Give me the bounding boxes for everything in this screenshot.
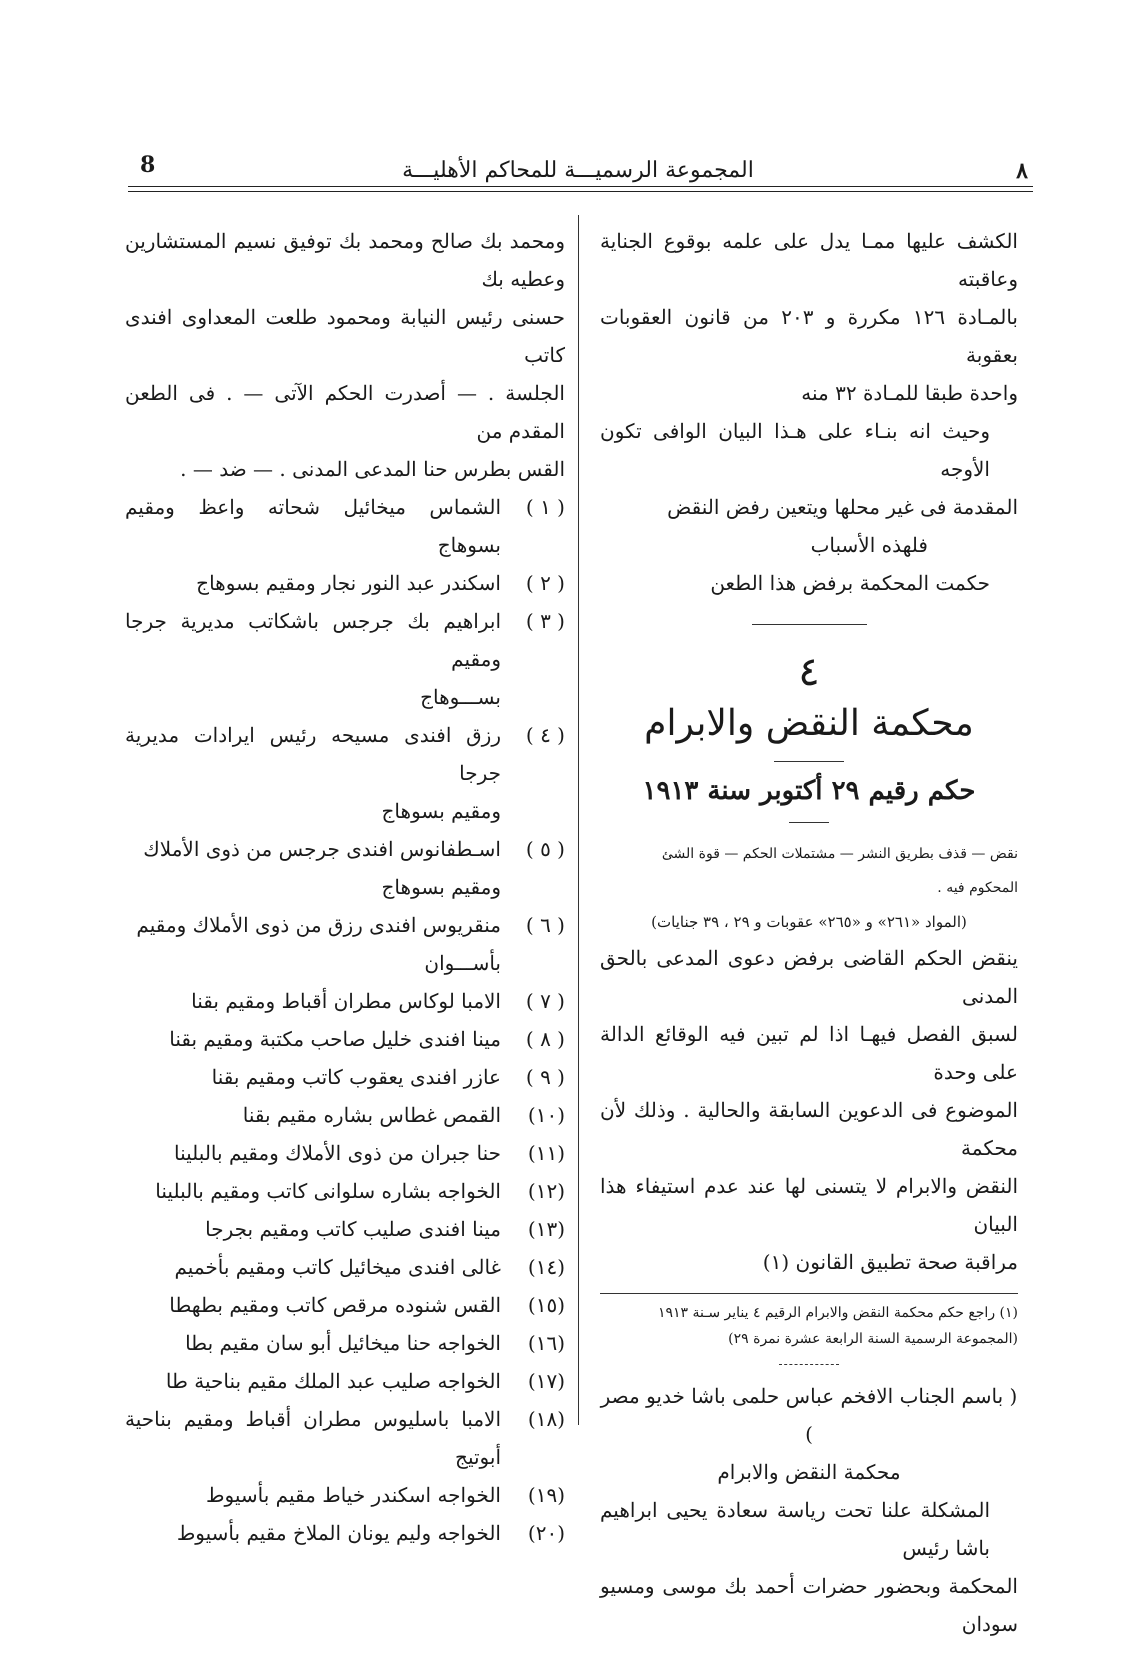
list-item-number: (٢٠) [527, 1521, 565, 1545]
list-item-text: الخواجه وليم يونان الملاخ مقيم بأسيوط [176, 1521, 501, 1545]
title-rule [774, 761, 844, 762]
defendants-list [125, 488, 565, 1552]
list-item [125, 906, 565, 944]
list-item-number: (١١) [527, 1141, 565, 1165]
list-item-text: اسـطفانوس افندى جرجس من ذوى الأملاك [143, 837, 501, 861]
reasons-heading: فلهذه الأسباب [810, 533, 928, 557]
list-item [125, 1514, 565, 1552]
list-item-number: (١٤) [527, 1255, 565, 1279]
list-item-text: الخواجه بشاره سلوانى كاتب ومقيم بالبلينا [155, 1179, 501, 1203]
list-item-number: (١٦) [527, 1331, 565, 1355]
list-item-number: ( ١ ) [525, 495, 565, 519]
list-item-text: الخواجه صليب عبد الملك مقيم بناحية طا [165, 1369, 501, 1393]
list-item [125, 564, 565, 602]
list-item-text: الامبا لوكاس مطران أقباط ومقيم بقنا [191, 989, 501, 1013]
section-mark: ٤ [798, 649, 820, 695]
list-item-text: القمص غطاس بشاره مقيم بقنا [242, 1103, 501, 1127]
statutes-reference: (المواد «٢٦١» و «٢٦٥» عقوبات و ٢٩ ، ٣٩ جنايات) [651, 913, 967, 931]
khedive-line: ( باسم الجناب الافخم عباس حلمى باشا خديو مصر ) [600, 1384, 1018, 1446]
list-item-number: ( ٦ ) [525, 913, 565, 937]
list-item-text: عازر افندى يعقوب كاتب ومقيم بقنا [211, 1065, 501, 1089]
list-item [125, 1096, 565, 1134]
list-item [125, 1172, 565, 1210]
list-item-number: (١٩) [527, 1483, 565, 1507]
text-line: بالمـادة ١٢٦ مكررة و ٢٠٣ من قانون العقوبات بعقوبة [600, 305, 1018, 367]
ruling: حكمت المحكمة برفض هذا الطعن [710, 571, 990, 595]
panel-line: المشكلة علنا تحت رياسة سعادة يحيى ابراهيم باشا رئيس [600, 1498, 990, 1560]
header-rule-top [128, 186, 1033, 187]
list-item-number: ( ٧ ) [525, 989, 565, 1013]
list-item [125, 678, 565, 716]
list-item [125, 1400, 565, 1476]
list-item [125, 982, 565, 1020]
list-item-number: (١٣) [527, 1217, 565, 1241]
principle-line: الموضوع فى الدعوين السابقة والحالية . وذلك لأن محكمة [600, 1098, 1018, 1160]
list-item-text: ومقيم بسوهاج [381, 799, 501, 823]
list-item [125, 792, 565, 830]
column-divider [578, 215, 579, 1425]
list-item-number: ( ٨ ) [525, 1027, 565, 1051]
list-item-text: الامبا باسليوس مطران أقباط ومقيم بناحية أبوتيج [125, 1407, 501, 1469]
text-line: المقدمة فى غير محلها ويتعين رفض النقض [667, 495, 1018, 519]
list-item [125, 830, 565, 868]
keywords-line: المحكوم فيه . [937, 880, 1018, 896]
list-item [125, 1058, 565, 1096]
list-item-number: ( ٥ ) [525, 837, 565, 861]
list-item-number: ( ٤ ) [525, 723, 565, 747]
list-item-number: (١٥) [527, 1293, 565, 1317]
principle-line: ينقض الحكم القاضى برفض دعوى المدعى بالحق المدنى [600, 946, 1018, 1008]
list-item-text: مينا افندى صليب كاتب ومقيم بجرجا [205, 1217, 501, 1241]
list-item [125, 868, 565, 906]
list-item-text: ابراهيم بك جرجس باشكاتب مديرية جرجا ومقيم [125, 609, 501, 671]
list-item-text: الخواجه اسكندر خياط مقيم بأسيوط [206, 1483, 501, 1507]
footnote-line: (المجموعة الرسمية السنة الرابعة عشرة نمرة ٢٩) [728, 1331, 1018, 1347]
list-item [125, 1210, 565, 1248]
principle-line: لسبق الفصل فيهـا اذا لم تبين فيه الوقائع الدالة على وحدة [600, 1022, 1018, 1084]
text-line: الجلسة . — أصدرت الحكم الآتى — . فى الطعن المقدم من [125, 381, 565, 443]
list-item-number: (١٧) [527, 1369, 565, 1393]
list-item [125, 1248, 565, 1286]
list-item-number: ( ٣ ) [525, 609, 565, 633]
list-item-number: (١٢) [527, 1179, 565, 1203]
list-item-text: بســـوهاج [420, 685, 501, 709]
text-line: وحيث انه بنـاء على هـذا البيان الوافى تكون الأوجه [600, 419, 990, 481]
court-title: محكمة النقض والابرام [644, 703, 974, 744]
list-item-text: رزق افندى مسيحه رئيس ايرادات مديرية جرجا [125, 723, 501, 785]
list-item [125, 1476, 565, 1514]
page-number-arabic: ٨ [1016, 158, 1028, 184]
list-item-text: الشماس ميخائيل شحاته واعظ ومقيم بسوهاج [125, 495, 501, 557]
list-item-number: ( ٢ ) [525, 571, 565, 595]
text-line: الكشف عليها ممـا يدل على علمه بوقوع الجناية وعاقبته [600, 229, 1018, 291]
left-column [125, 222, 565, 1552]
list-item-text: بأســـوان [424, 951, 501, 975]
principle-line: النقض والابرام لا يتسنى لها عند عدم استيفاء هذا البيان [600, 1174, 1018, 1236]
text-line: واحدة طبقا للمـادة ٣٢ منه [801, 381, 1018, 405]
list-item-number: (١٨) [527, 1407, 565, 1431]
page-number-latin: 8 [140, 152, 156, 178]
list-item-text: ومقيم بسوهاج [381, 875, 501, 899]
court-line: محكمة النقض والابرام [717, 1460, 901, 1484]
keywords-line: نقض — قذف بطريق النشر — مشتملات الحكم — قوة الشئ [661, 846, 1018, 862]
footnote-rule [600, 1293, 1018, 1294]
list-item [125, 1134, 565, 1172]
principle-line: مراقبة صحة تطبيق القانون (١) [762, 1250, 1018, 1274]
running-title: المجموعة الرسميـــة للمحاكم الأهليـــة [402, 158, 754, 183]
list-item [125, 944, 565, 982]
list-item [125, 602, 565, 678]
footnote-line: (١) راجع حكم محكمة النقض والابرام الرقيم ٤ يناير سـنة ١٩١٣ [657, 1305, 1018, 1321]
right-column [600, 222, 1018, 1643]
list-item-number [501, 944, 565, 982]
list-item-text: القس شنوده مرقص كاتب ومقيم بطهطا [169, 1293, 501, 1317]
list-item-text: منقريوس افندى رزق من ذوى الأملاك ومقيم [136, 913, 501, 937]
list-item [125, 1020, 565, 1058]
list-item-text: غالى افندى ميخائيل كاتب ومقيم بأخميم [174, 1255, 501, 1279]
list-item-number: ( ٩ ) [525, 1065, 565, 1089]
text-line: ومحمد بك صالح ومحمد بك توفيق نسيم المستشارين وعطيه بك [125, 229, 565, 291]
text-line: حسنى رئيس النيابة ومحمود طلعت المعداوى افندى كاتب [125, 305, 565, 367]
list-item-text: اسكندر عبد النور نجار ومقيم بسوهاج [196, 571, 501, 595]
page-header [128, 150, 1028, 194]
header-rule-bottom [128, 191, 1033, 192]
judgment-title: حكم رقيم ٢٩ أكتوبر سنة ١٩١٣ [642, 776, 976, 806]
list-item [125, 1362, 565, 1400]
list-item-number [501, 868, 565, 906]
text-line: القس بطرس حنا المدعى المدنى . — ضد — . [180, 457, 565, 481]
panel-line: المحكمة وبحضور حضرات أحمد بك موسى ومسيو سودان [600, 1574, 1018, 1636]
list-item-number: (١٠) [527, 1103, 565, 1127]
list-item-text: مينا افندى خليل صاحب مكتبة ومقيم بقنا [169, 1027, 501, 1051]
list-item-number [501, 678, 565, 716]
list-item [125, 1286, 565, 1324]
list-item-number [501, 792, 565, 830]
judgment-rule [789, 822, 829, 823]
list-item [125, 1324, 565, 1362]
section-divider [752, 624, 867, 625]
dashed-separator [779, 1364, 839, 1365]
list-item-text: الخواجه حنا ميخائيل أبو سان مقيم بطا [185, 1331, 501, 1355]
list-item-text: حنا جبران من ذوى الأملاك ومقيم بالبلينا [174, 1141, 501, 1165]
list-item [125, 716, 565, 792]
list-item [125, 488, 565, 564]
